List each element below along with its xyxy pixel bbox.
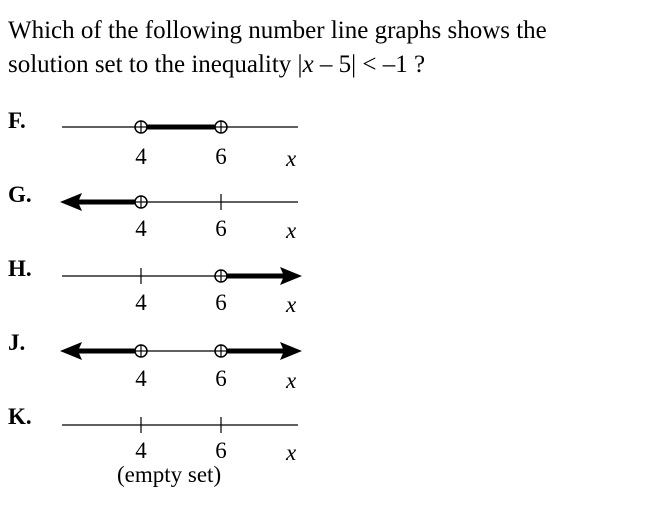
option-h-open-circle-6 <box>215 270 227 282</box>
option-g-axis-label: x <box>286 218 297 243</box>
option-h-tick-4: 4 <box>135 290 147 315</box>
option-f-number-line <box>62 121 298 133</box>
question-line-2-prefix: solution set to the inequality | <box>8 51 303 78</box>
option-g-number-line <box>60 193 298 211</box>
question-variable: x <box>302 51 314 78</box>
option-k-tick-6: 6 <box>215 438 227 463</box>
option-j-label: J. <box>8 330 26 355</box>
option-f-axis-label: x <box>286 146 297 171</box>
option-f-label: F. <box>8 108 26 133</box>
option-k-tick-4: 4 <box>135 438 147 463</box>
option-k-note: (empty set) <box>117 462 222 487</box>
option-j-open-circle-4 <box>135 345 147 357</box>
option-k-label: K. <box>8 404 32 429</box>
option-g-tick-4: 4 <box>135 216 147 241</box>
option-f-open-circle-4 <box>135 121 147 133</box>
option-g-tick-6: 6 <box>215 216 227 241</box>
option-j-open-circle-6 <box>215 345 227 357</box>
option-j-axis-label: x <box>286 368 297 393</box>
option-j-number-line <box>60 342 302 360</box>
option-g-open-circle-4 <box>135 196 147 208</box>
option-h-number-line <box>62 267 302 285</box>
question-line-2-suffix: – 5| < –1 ? <box>313 51 426 78</box>
option-f-tick-6: 6 <box>215 144 227 169</box>
option-f-tick-4: 4 <box>135 144 147 169</box>
option-g-label: G. <box>8 182 32 207</box>
option-j-tick-6: 6 <box>215 366 227 391</box>
option-h-tick-6: 6 <box>215 290 227 315</box>
option-j-tick-4: 4 <box>135 366 147 391</box>
option-f-open-circle-6 <box>215 121 227 133</box>
question-line-1: Which of the following number line graphs shows the <box>8 17 547 44</box>
option-k-number-line <box>62 417 298 433</box>
option-h-label: H. <box>8 256 32 281</box>
option-k-axis-label: x <box>286 440 297 465</box>
option-h-axis-label: x <box>286 292 297 317</box>
